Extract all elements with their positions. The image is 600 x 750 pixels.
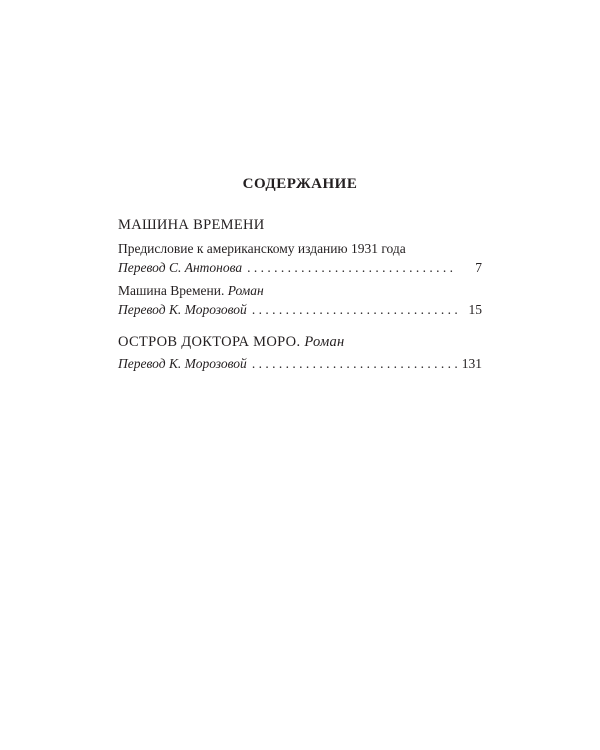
entry-line: [118, 300, 482, 319]
entry-title: [118, 281, 482, 300]
section-heading-text: ОСТРОВ ДОКТОРА МОРО.: [118, 334, 301, 350]
entry-line: [118, 258, 482, 277]
entry-translator: Перевод С. Антонова: [118, 260, 243, 275]
entry-title-text: Машина Времени.: [118, 283, 225, 298]
section-heading-time-machine: МАШИНА ВРЕМЕНИ: [118, 217, 265, 233]
toc-entry-preface[interactable]: [118, 239, 482, 277]
toc-title: СОДЕРЖАНИЕ: [242, 176, 358, 192]
dot-leader: [252, 300, 457, 319]
entry-genre: Роман: [304, 334, 345, 350]
entry-page-number: 7: [475, 260, 482, 275]
section-heading-island-of-doctor-moreau: [118, 333, 482, 352]
entry-translator: Перевод К. Морозовой: [118, 356, 247, 371]
entry-genre: Роман: [227, 283, 264, 298]
entry-title: [118, 239, 482, 258]
entry-translator: Перевод К. Морозовой: [118, 302, 247, 317]
entry-page-number: 131: [461, 356, 482, 371]
dot-leader: [252, 354, 457, 373]
entry-title-text: Предисловие к американскому изданию 1931 года: [118, 241, 406, 256]
table-of-contents: [118, 216, 482, 377]
entry-page-number: 15: [468, 302, 482, 317]
toc-entry-island-of-doctor-moreau[interactable]: [118, 333, 482, 373]
entry-line: [118, 354, 482, 373]
toc-entry-time-machine-novel[interactable]: [118, 281, 482, 319]
dot-leader: [247, 258, 457, 277]
